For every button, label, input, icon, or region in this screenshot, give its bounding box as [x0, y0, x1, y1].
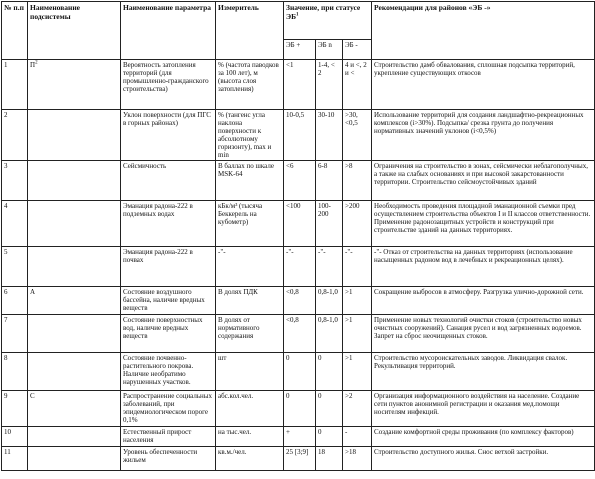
row-recommend — [372, 353, 595, 391]
table-row — [2, 247, 595, 287]
row-value-minus-text: >8 — [345, 162, 353, 170]
row-num-text: 11 — [4, 448, 11, 456]
row-value-minus — [343, 287, 372, 315]
row-value-plus-text: 10-0,5 — [286, 111, 305, 119]
row-value-n-text: 0 — [318, 354, 322, 362]
row-meter-text: абс.кол.чел. — [218, 392, 254, 400]
row-subsystem — [28, 353, 121, 391]
row-value-n — [316, 161, 343, 201]
row-meter — [216, 287, 284, 315]
row-param-text: Эманация радона-222 в почвах — [123, 248, 193, 264]
header-eb-plus: ЭБ + — [284, 40, 316, 60]
row-param — [121, 353, 216, 391]
row-value-n-text: 0,8-1,0 — [318, 316, 338, 324]
row-value-minus — [343, 247, 372, 287]
row-subsystem — [28, 60, 121, 110]
row-value-minus-text: >1 — [345, 354, 353, 362]
row-value-n — [316, 287, 343, 315]
row-subsystem-text: С — [30, 392, 35, 400]
row-param — [121, 427, 216, 447]
row-subsystem — [28, 427, 121, 447]
row-meter — [216, 201, 284, 247]
row-recommend — [372, 447, 595, 471]
row-value-plus-text: <6 — [286, 162, 294, 170]
row-meter — [216, 353, 284, 391]
header-param: Наименование параметра — [121, 2, 216, 60]
table-row — [2, 110, 595, 161]
row-value-plus — [284, 110, 316, 161]
parameters-table — [1, 1, 595, 471]
row-meter-text: кБк/м³ (тысяча Беккерель на кубометр) — [218, 202, 263, 226]
row-param-text: Вероятность затопления территорий (для промышленно-гражданского строительства) — [123, 61, 209, 93]
row-value-plus — [284, 447, 316, 471]
row-meter-text: В баллах по шкале MSK-64 — [218, 162, 274, 178]
row-subsystem — [28, 201, 121, 247]
row-recommend-text: Ограничения на строительство в зонах, сейсмически неблагополучных, а также на слабых основаниях и при высокой закарстованности территории. Строительство сейсмоустойчивых зданий — [374, 162, 588, 186]
row-value-plus-text: <0,8 — [286, 316, 299, 324]
row-value-minus — [343, 60, 372, 110]
row-value-minus — [343, 391, 372, 427]
row-value-minus-text: 4 и <, 2 и < — [345, 61, 367, 77]
row-value-plus — [284, 315, 316, 353]
row-value-plus-text: 0 — [286, 392, 290, 400]
table-row — [2, 353, 595, 391]
row-value-plus-text: <0,8 — [286, 288, 299, 296]
row-value-minus-text: >200 — [345, 202, 360, 210]
row-param-text: Сейсмичность — [123, 162, 167, 170]
row-num — [2, 315, 28, 353]
row-recommend-text: Создание комфортной среды проживания (по комплексу факторов) — [374, 428, 574, 436]
row-param — [121, 110, 216, 161]
table-row — [2, 161, 595, 201]
row-subsystem-text: П — [30, 61, 36, 69]
row-value-plus-text: 0 — [286, 354, 290, 362]
row-value-plus — [284, 60, 316, 110]
row-value-minus — [343, 447, 372, 471]
row-recommend — [372, 427, 595, 447]
table-row — [2, 201, 595, 247]
row-num — [2, 201, 28, 247]
row-value-n-text: 18 — [318, 448, 325, 456]
row-num-text: 4 — [4, 202, 8, 210]
row-param — [121, 315, 216, 353]
row-value-plus — [284, 391, 316, 427]
row-param-text: Состояние поверхностных вод, наличие вредных веществ — [123, 316, 203, 340]
row-value-n — [316, 447, 343, 471]
row-meter-text: В долях ПДК — [218, 288, 258, 296]
row-num — [2, 247, 28, 287]
row-param — [121, 247, 216, 287]
row-recommend — [372, 110, 595, 161]
row-meter — [216, 447, 284, 471]
row-param-text: Уровень обеспеченности жильем — [123, 448, 198, 464]
header-subsystem: Наименование подсистемы — [28, 2, 121, 60]
row-meter — [216, 161, 284, 201]
row-recommend — [372, 287, 595, 315]
row-value-minus — [343, 110, 372, 161]
row-num — [2, 353, 28, 391]
table-row — [2, 60, 595, 110]
row-value-plus-text: 25 [3;9] — [286, 448, 309, 456]
row-recommend-text: Сокращение выбросов в атмосферу. Разгрузка улично-дорожной сети. — [374, 288, 584, 296]
row-num-text: 2 — [4, 111, 8, 119]
header-value-text: Значение, при статусе ЭБ — [286, 3, 361, 21]
row-num-text: 3 — [4, 162, 8, 170]
header-recommend: Рекомендации для районов «ЭБ -» — [372, 2, 595, 60]
row-value-minus-text: >1 — [345, 316, 353, 324]
row-num-text: 10 — [4, 428, 11, 436]
row-num-text: 7 — [4, 316, 8, 324]
row-value-n — [316, 110, 343, 161]
row-num — [2, 287, 28, 315]
row-recommend-text: Строительство дамб обвалования, сплошная подсыпка территорий, укрепление существующих откосов — [374, 61, 575, 77]
row-value-minus-text: - — [345, 428, 348, 436]
row-value-n-text: 0 — [318, 428, 322, 436]
row-value-plus-text: + — [286, 428, 290, 436]
row-value-n — [316, 247, 343, 287]
row-meter — [216, 427, 284, 447]
table-row — [2, 315, 595, 353]
row-value-plus — [284, 247, 316, 287]
row-subsystem — [28, 447, 121, 471]
row-recommend-text: Строительство мусороискательных заводов. Ликвидация свалок. Рекультивация территорий. — [374, 354, 568, 370]
table-row — [2, 427, 595, 447]
row-meter — [216, 247, 284, 287]
row-param — [121, 447, 216, 471]
row-num-text: 6 — [4, 288, 8, 296]
row-meter-text: на тыс.чел. — [218, 428, 252, 436]
row-recommend-text: Использование территорий для создания ландшафтно-рекреационных комплексов (i>30%). Подсыпка/ срезка грунта до получения нормативных значений уклонов (i<0,5%) — [374, 111, 584, 135]
row-recommend — [372, 391, 595, 427]
row-num-text: 5 — [4, 248, 8, 256]
row-recommend-text: Применение новых технологий очистки стоков (строительство новых очистных сооружений). Санация русел и вод загрязненных водоемов. Запрет на сброс неочищенных стоков. — [374, 316, 582, 340]
row-value-minus-text: >18 — [345, 448, 356, 456]
row-meter — [216, 110, 284, 161]
row-value-minus-text: >1 — [345, 288, 353, 296]
row-value-plus-text: <1 — [286, 61, 294, 69]
row-param — [121, 201, 216, 247]
row-meter-text: кв.м./чел. — [218, 448, 247, 456]
row-param — [121, 60, 216, 110]
row-num-text: 8 — [4, 354, 8, 362]
header-num: № п.п — [2, 2, 28, 60]
subsystem-footnote: 2 — [35, 60, 38, 66]
row-value-n — [316, 391, 343, 427]
row-subsystem-text: А — [30, 288, 36, 296]
row-param — [121, 391, 216, 427]
row-recommend-text: Организация информационного воздействия на население. Создание сети пунктов анонимной регистрации и оказания мед.помощи носителям инфекций. — [374, 392, 580, 416]
row-value-plus — [284, 427, 316, 447]
row-value-n-text: 30-10 — [318, 111, 335, 119]
row-subsystem — [28, 287, 121, 315]
row-meter-text: % (тангенс угла наклона поверхности к абсолютному горизонту), max и min — [218, 111, 272, 159]
row-subsystem — [28, 161, 121, 201]
table-row — [2, 447, 595, 471]
row-recommend — [372, 60, 595, 110]
row-meter-text: В долях от нормативного содержания — [218, 316, 260, 340]
row-meter-text: -"- — [218, 248, 226, 256]
row-param-text: Состояние почвенно-растительного покрова. Наличие необратимо нарушенных участков. — [123, 354, 194, 386]
row-num-text: 9 — [4, 392, 8, 400]
header-eb-minus: ЭБ - — [343, 40, 372, 60]
row-param-text: Эманация радона-222 в подземных водах — [123, 202, 193, 218]
row-value-plus — [284, 287, 316, 315]
row-param — [121, 161, 216, 201]
row-value-minus — [343, 161, 372, 201]
row-param-text: Уклон поверхности (для ПГС в горных районах) — [123, 111, 211, 127]
row-value-minus — [343, 427, 372, 447]
row-subsystem — [28, 391, 121, 427]
row-value-n-text: 100-200 — [318, 202, 331, 218]
row-value-n-text: 1-4, < 2 — [318, 61, 335, 77]
row-subsystem — [28, 247, 121, 287]
table-row — [2, 287, 595, 315]
row-recommend — [372, 315, 595, 353]
header-value — [284, 2, 372, 40]
row-recommend-text: Необходимость проведения площадной эманационной съемки пред осуществлением строительства объектов I и II классов ответственности. Применение радонозащитных устройств и конструкций при строительстве зданий на данных территориях. — [374, 202, 591, 234]
row-value-n — [316, 315, 343, 353]
row-num — [2, 427, 28, 447]
row-value-n-text: 6-8 — [318, 162, 328, 170]
row-param — [121, 287, 216, 315]
row-value-minus — [343, 201, 372, 247]
row-param-text: Естественный прирост населения — [123, 428, 192, 444]
row-value-n — [316, 427, 343, 447]
row-value-plus-text: <100 — [286, 202, 301, 210]
row-meter-text: % (частота паводков за 100 лет), м (высота слоя затопления) — [218, 61, 279, 93]
row-num — [2, 110, 28, 161]
table-row — [2, 391, 595, 427]
row-recommend — [372, 161, 595, 201]
row-value-plus — [284, 161, 316, 201]
row-value-minus — [343, 353, 372, 391]
row-value-n — [316, 201, 343, 247]
row-num — [2, 161, 28, 201]
row-value-minus-text: -"- — [345, 248, 353, 256]
row-num — [2, 447, 28, 471]
row-value-minus — [343, 315, 372, 353]
row-recommend — [372, 201, 595, 247]
row-meter — [216, 60, 284, 110]
row-recommend — [372, 247, 595, 287]
row-value-n — [316, 353, 343, 391]
row-meter — [216, 391, 284, 427]
row-value-minus-text: >30, <0,5 — [345, 111, 358, 127]
row-value-minus-text: >2 — [345, 392, 353, 400]
row-param-text: Состояние воздушного бассейна, наличие вредных веществ — [123, 288, 205, 312]
row-value-plus — [284, 353, 316, 391]
row-recommend-text: -"- Отказ от строительства на данных территориях (использование насыщенных радоном вод в лечебных и рекреационных целях). — [374, 248, 573, 264]
row-recommend-text: Строительство доступного жилья. Снос ветхой застройки. — [374, 448, 549, 456]
row-subsystem — [28, 315, 121, 353]
row-value-n-text: 0,8-1,0 — [318, 288, 338, 296]
row-subsystem — [28, 110, 121, 161]
row-num-text: 1 — [4, 61, 8, 69]
row-num — [2, 391, 28, 427]
header-meter: Измеритель — [216, 2, 284, 60]
header-eb-n: ЭБ n — [316, 40, 343, 60]
row-value-n-text: 0 — [318, 392, 322, 400]
row-value-plus-text: -"- — [286, 248, 294, 256]
row-value-n — [316, 60, 343, 110]
row-value-plus — [284, 201, 316, 247]
row-value-n-text: -"- — [318, 248, 326, 256]
row-num — [2, 60, 28, 110]
header-value-footnote: 1 — [296, 12, 299, 18]
row-meter — [216, 315, 284, 353]
row-param-text: Распространение социальных заболеваний, при эпидемиологическом пороге 0,1% — [123, 392, 212, 424]
row-meter-text: шт — [218, 354, 227, 362]
